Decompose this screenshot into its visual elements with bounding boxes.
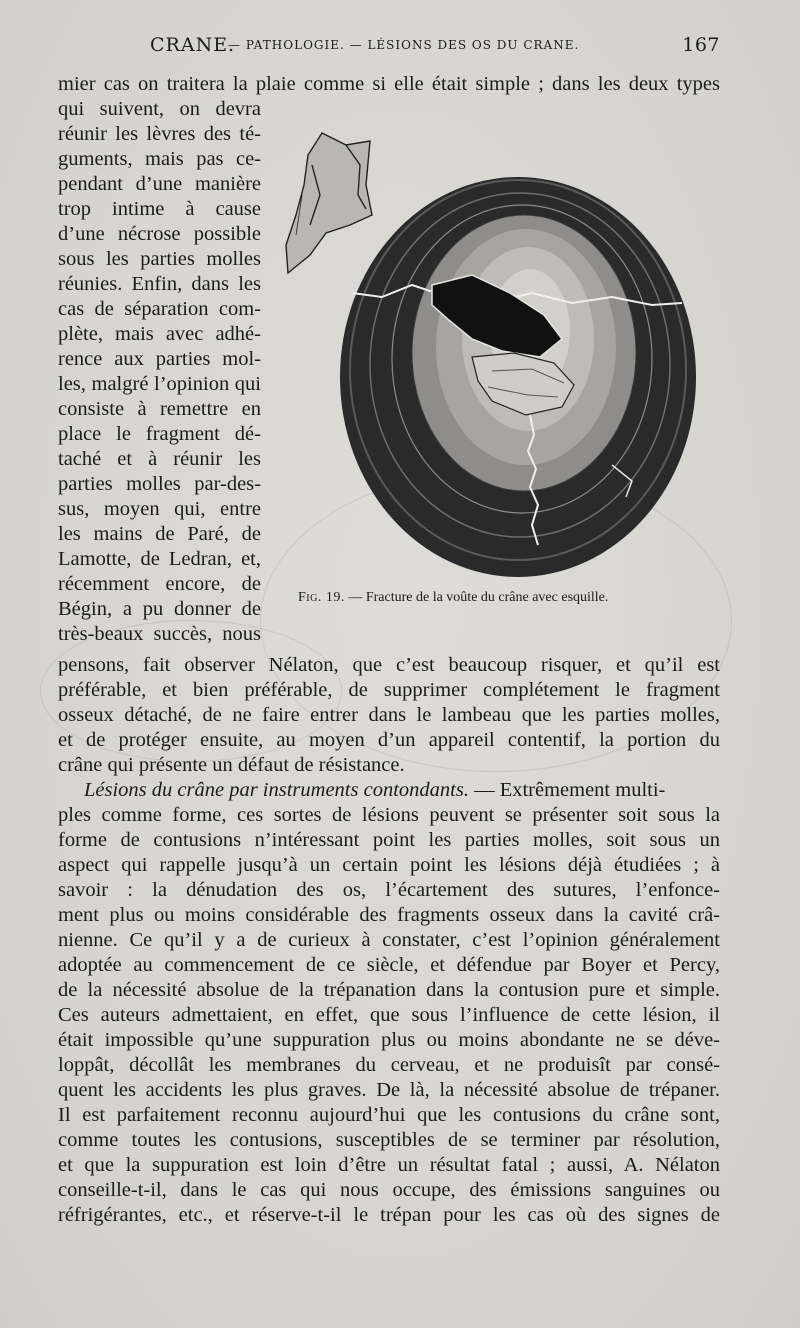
text-line: récemment encore, de: [58, 573, 261, 595]
text-line: forme de contusions n’intéressant point les parties molles, soit sous un: [58, 829, 720, 851]
text-line: réunir les lèvres des té-: [58, 123, 261, 145]
text-line: les, malgré l’opinion qui: [58, 373, 261, 395]
text-line: sous les parties molles: [58, 248, 261, 270]
section-heading: Lésions du crâne par instruments contondants.: [84, 779, 469, 801]
section-first-line: [84, 778, 720, 803]
bone-fragment: [286, 133, 372, 273]
text-line: Bégin, a pu donner de: [58, 598, 261, 620]
text-line: comme toutes les contusions, susceptibles de se terminer par résolution,: [58, 1129, 720, 1151]
text-line: très-beaux succès, nous: [58, 623, 261, 645]
text-line: et de protéger ensuite, au moyen d’un appareil contentif, la portion du: [58, 729, 720, 751]
text-line: les mains de Paré, de: [58, 523, 261, 545]
text-line: sus, moyen qui, entre: [58, 498, 261, 520]
text-line: savoir : la dénudation des os, l’écartement des sutures, l’enfonce-: [58, 879, 720, 901]
page-number: 167: [682, 34, 720, 56]
text-line: crâne qui présente un défaut de résistance.: [58, 754, 405, 776]
text-line: ment plus ou moins considérable des fragments osseux dans la cavité crâ-: [58, 904, 720, 926]
text-line: guments, mais pas ce-: [58, 148, 261, 170]
figure-number: Fig. 19.: [298, 590, 345, 605]
text-line: Lamotte, de Ledran, et,: [58, 548, 261, 570]
text-line: était impossible qu’une suppuration plus ou moins abondante ne se déve-: [58, 1029, 720, 1051]
text-line: nienne. Ce qu’il y a de curieux à constater, c’est l’opinion généralement: [58, 929, 720, 951]
text-line: adoptée au commencement de ce siècle, et défendue par Boyer et Percy,: [58, 954, 720, 976]
text-line: trop intime à cause: [58, 198, 261, 220]
figure-caption-text: — Fracture de la voûte du crâne avec esquille.: [348, 590, 609, 605]
text-line: place le fragment dé-: [58, 423, 261, 445]
text-line: Il est parfaitement reconnu aujourd’hui que les contusions du crâne sont,: [58, 1104, 720, 1126]
text-line: préférable, et bien préférable, de supprimer complétement le fragment: [58, 679, 720, 701]
text-line: aspect qui rappelle jusqu’à un certain point les lésions déjà étudiées ; à: [58, 854, 720, 876]
text-line: loppât, décollât les membranes du cerveau, et ne produisît par consé-: [58, 1054, 720, 1076]
text-line: quent les accidents les plus graves. De là, la nécessité absolue de trépaner.: [58, 1079, 720, 1101]
header-topic: — PATHOLOGIE. — LÉSIONS DES OS DU CRANE.: [228, 38, 580, 52]
skull-fracture-illustration: [282, 125, 722, 580]
figure-caption: [298, 590, 698, 606]
text-line: qui suivent, on devra: [58, 98, 261, 120]
text-line: ples comme forme, ces sortes de lésions peuvent se présenter soit sous la: [58, 804, 720, 826]
text-line: d’une nécrose possible: [58, 223, 261, 245]
text-line: Ces auteurs admettaient, en effet, que sous l’influence de cette lésion, il: [58, 1004, 720, 1026]
text-line: rence aux parties mol-: [58, 348, 261, 370]
text-line: conseille-t-il, dans le cas qui nous occupe, des émissions sanguines ou: [58, 1179, 720, 1201]
running-header: [150, 34, 720, 60]
text-line: pendant d’une manière: [58, 173, 261, 195]
text-line: réfrigérantes, etc., et réserve-t-il le trépan pour les cas où des signes de: [58, 1204, 720, 1226]
text-line: consiste à remettre en: [58, 398, 261, 420]
text-line: mier cas on traitera la plaie comme si elle était simple ; dans les deux types: [58, 73, 720, 95]
header-crane: CRANE.: [150, 34, 236, 56]
text-line: pensons, fait observer Nélaton, que c’est beaucoup risquer, et qu’il est: [58, 654, 720, 676]
text-line: de la nécessité absolue de la trépanation dans la contusion pure et simple.: [58, 979, 720, 1001]
text-line: réunies. Enfin, dans les: [58, 273, 261, 295]
text-line: taché et à réunir les: [58, 448, 261, 470]
section-dash-text: — Extrêmement multi-: [468, 779, 666, 801]
text-line: parties molles par-des-: [58, 473, 261, 495]
text-line: osseux détaché, de ne faire entrer dans le lambeau que les parties molles,: [58, 704, 720, 726]
text-line: plète, mais avec adhé-: [58, 323, 261, 345]
text-line: cas de séparation com-: [58, 298, 261, 320]
text-line: et que la suppuration est loin d’être un résultat fatal ; aussi, A. Nélaton: [58, 1154, 720, 1176]
